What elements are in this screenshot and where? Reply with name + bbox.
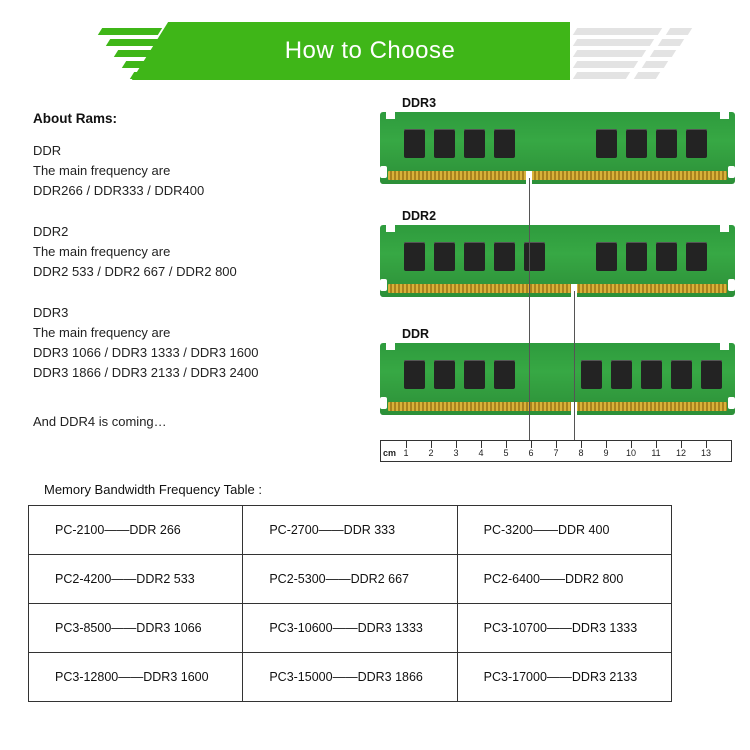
about-ddr-line-2: The main frequency are <box>33 163 171 178</box>
memory-chip <box>464 242 485 271</box>
about-ddr3-line-1: DDR3 <box>33 305 69 320</box>
ram-label-ddr3: DDR3 <box>402 96 437 110</box>
bandwidth-table <box>28 505 672 702</box>
memory-chip <box>494 242 515 271</box>
ruler-tick <box>556 441 557 448</box>
ram-stick-ddr2 <box>380 225 735 297</box>
table-cell: PC2-5300——DDR2 667 <box>243 555 457 604</box>
about-ddr2-line-1: DDR2 <box>33 224 69 239</box>
stick-side-cut-right <box>728 397 735 409</box>
about-heading: About Rams: <box>33 111 117 126</box>
table-cell: PC3-10600——DDR3 1333 <box>243 604 457 653</box>
stick-notch-left <box>386 343 395 350</box>
gold-contacts <box>388 402 727 411</box>
ruler-number: 11 <box>651 448 661 458</box>
memory-chip <box>626 129 647 158</box>
table-row <box>29 555 672 604</box>
chevron-stripe-green <box>98 28 162 35</box>
memory-chip <box>596 242 617 271</box>
chevron-stripe-grey <box>573 72 630 79</box>
table-row <box>29 506 672 555</box>
memory-chip <box>686 129 707 158</box>
ruler-tick <box>606 441 607 448</box>
header-banner <box>0 22 750 80</box>
ruler-tick <box>581 441 582 448</box>
chevron-stripe-grey <box>573 50 646 57</box>
chevron-stripe-grey <box>642 61 668 68</box>
ruler-number: 2 <box>428 448 434 458</box>
ruler-tick <box>481 441 482 448</box>
memory-chip <box>596 129 617 158</box>
memory-chip <box>656 242 677 271</box>
ruler-number: 8 <box>578 448 584 458</box>
ram-stick-ddr <box>380 343 735 415</box>
ruler-number: 3 <box>453 448 459 458</box>
table-cell: PC-3200——DDR 400 <box>457 506 671 555</box>
table-cell: PC3-15000——DDR3 1866 <box>243 653 457 702</box>
chevron-stripe-grey <box>573 39 654 46</box>
stick-side-cut-left <box>380 166 387 178</box>
table-cell: PC3-12800——DDR3 1600 <box>29 653 243 702</box>
about-ddr3-line-3: DDR3 1066 / DDR3 1333 / DDR3 1600 <box>33 345 259 360</box>
stick-side-cut-right <box>728 279 735 291</box>
table-cell: PC-2700——DDR 333 <box>243 506 457 555</box>
memory-chip <box>404 129 425 158</box>
memory-chip <box>701 360 722 389</box>
stick-notch-right <box>720 225 729 232</box>
ruler-tick <box>456 441 457 448</box>
table-cell: PC-2100——DDR 266 <box>29 506 243 555</box>
ruler-number: 10 <box>625 448 636 458</box>
alignment-line-ddr2-notch <box>574 291 575 443</box>
about-ddr-line-1: DDR <box>33 143 62 158</box>
stick-side-cut-left <box>380 397 387 409</box>
chevron-stripe-grey <box>658 39 684 46</box>
ruler-tick <box>531 441 532 448</box>
ruler-number: 4 <box>478 448 484 458</box>
memory-chip <box>434 242 455 271</box>
stick-notch-right <box>720 112 729 119</box>
ram-label-ddr: DDR <box>402 327 430 341</box>
chevron-stripe-grey <box>573 61 638 68</box>
table-cell: PC2-4200——DDR2 533 <box>29 555 243 604</box>
chevron-stripe-grey <box>634 72 660 79</box>
stick-notch-left <box>386 112 395 119</box>
memory-chip <box>404 242 425 271</box>
memory-chip <box>404 360 425 389</box>
about-block-ddr3 <box>33 303 258 383</box>
about-ddr-line-3: DDR266 / DDR333 / DDR400 <box>33 183 205 198</box>
table-cell: PC3-8500——DDR3 1066 <box>29 604 243 653</box>
table-row <box>29 604 672 653</box>
memory-chip <box>494 360 515 389</box>
ruler-scale <box>380 440 732 462</box>
ruler-number: 1 <box>403 448 409 458</box>
memory-chip <box>524 242 545 271</box>
page-title: How to Choose <box>284 37 456 64</box>
alignment-line-ddr3-notch <box>529 178 530 443</box>
ram-label-ddr2: DDR2 <box>402 209 437 223</box>
table-title: Memory Bandwidth Frequency Table : <box>44 482 262 497</box>
table-row <box>29 653 672 702</box>
ruler-tick <box>706 441 707 448</box>
table-cell: PC3-17000——DDR3 2133 <box>457 653 671 702</box>
ruler-tick <box>431 441 432 448</box>
about-block-ddr <box>33 141 204 201</box>
ruler-tick <box>656 441 657 448</box>
memory-chip <box>464 360 485 389</box>
stick-side-cut-right <box>728 166 735 178</box>
chevron-stripe-grey <box>573 28 662 35</box>
about-ddr2-line-3: DDR2 533 / DDR2 667 / DDR2 800 <box>33 264 237 279</box>
about-ddr3-line-4: DDR3 1866 / DDR3 2133 / DDR3 2400 <box>33 365 259 380</box>
stick-notch-left <box>386 225 395 232</box>
memory-chip <box>434 129 455 158</box>
stick-notch-right <box>720 343 729 350</box>
about-ddr2-line-2: The main frequency are <box>33 244 171 259</box>
ruler-number: 12 <box>675 448 686 458</box>
about-footnote-text: And DDR4 is coming… <box>33 414 167 429</box>
ruler-unit-label: cm <box>383 448 397 458</box>
about-block-ddr2 <box>33 222 237 282</box>
memory-chip <box>641 360 662 389</box>
memory-chip <box>671 360 692 389</box>
ram-diagram <box>380 96 740 466</box>
ruler-number: 5 <box>503 448 509 458</box>
memory-chip <box>434 360 455 389</box>
ruler-number: 7 <box>553 448 559 458</box>
memory-chip <box>686 242 707 271</box>
memory-chip <box>656 129 677 158</box>
memory-chip <box>581 360 602 389</box>
ruler-tick <box>506 441 507 448</box>
ruler-number: 9 <box>603 448 609 458</box>
memory-chip <box>626 242 647 271</box>
ruler-number: 6 <box>528 448 534 458</box>
ruler-number: 13 <box>700 448 711 458</box>
gold-contacts <box>388 171 727 180</box>
about-ddr3-line-2: The main frequency are <box>33 325 171 340</box>
table-cell: PC2-6400——DDR2 800 <box>457 555 671 604</box>
memory-chip <box>494 129 515 158</box>
memory-chip <box>611 360 632 389</box>
memory-chip <box>464 129 485 158</box>
ram-stick-ddr3 <box>380 112 735 184</box>
chevron-stripe-grey <box>650 50 676 57</box>
about-footnote <box>33 412 167 432</box>
ruler-tick <box>681 441 682 448</box>
gold-contacts <box>388 284 727 293</box>
stick-side-cut-left <box>380 279 387 291</box>
ruler-tick <box>631 441 632 448</box>
table-cell: PC3-10700——DDR3 1333 <box>457 604 671 653</box>
chevron-stripe-grey <box>666 28 692 35</box>
ruler-tick <box>406 441 407 448</box>
